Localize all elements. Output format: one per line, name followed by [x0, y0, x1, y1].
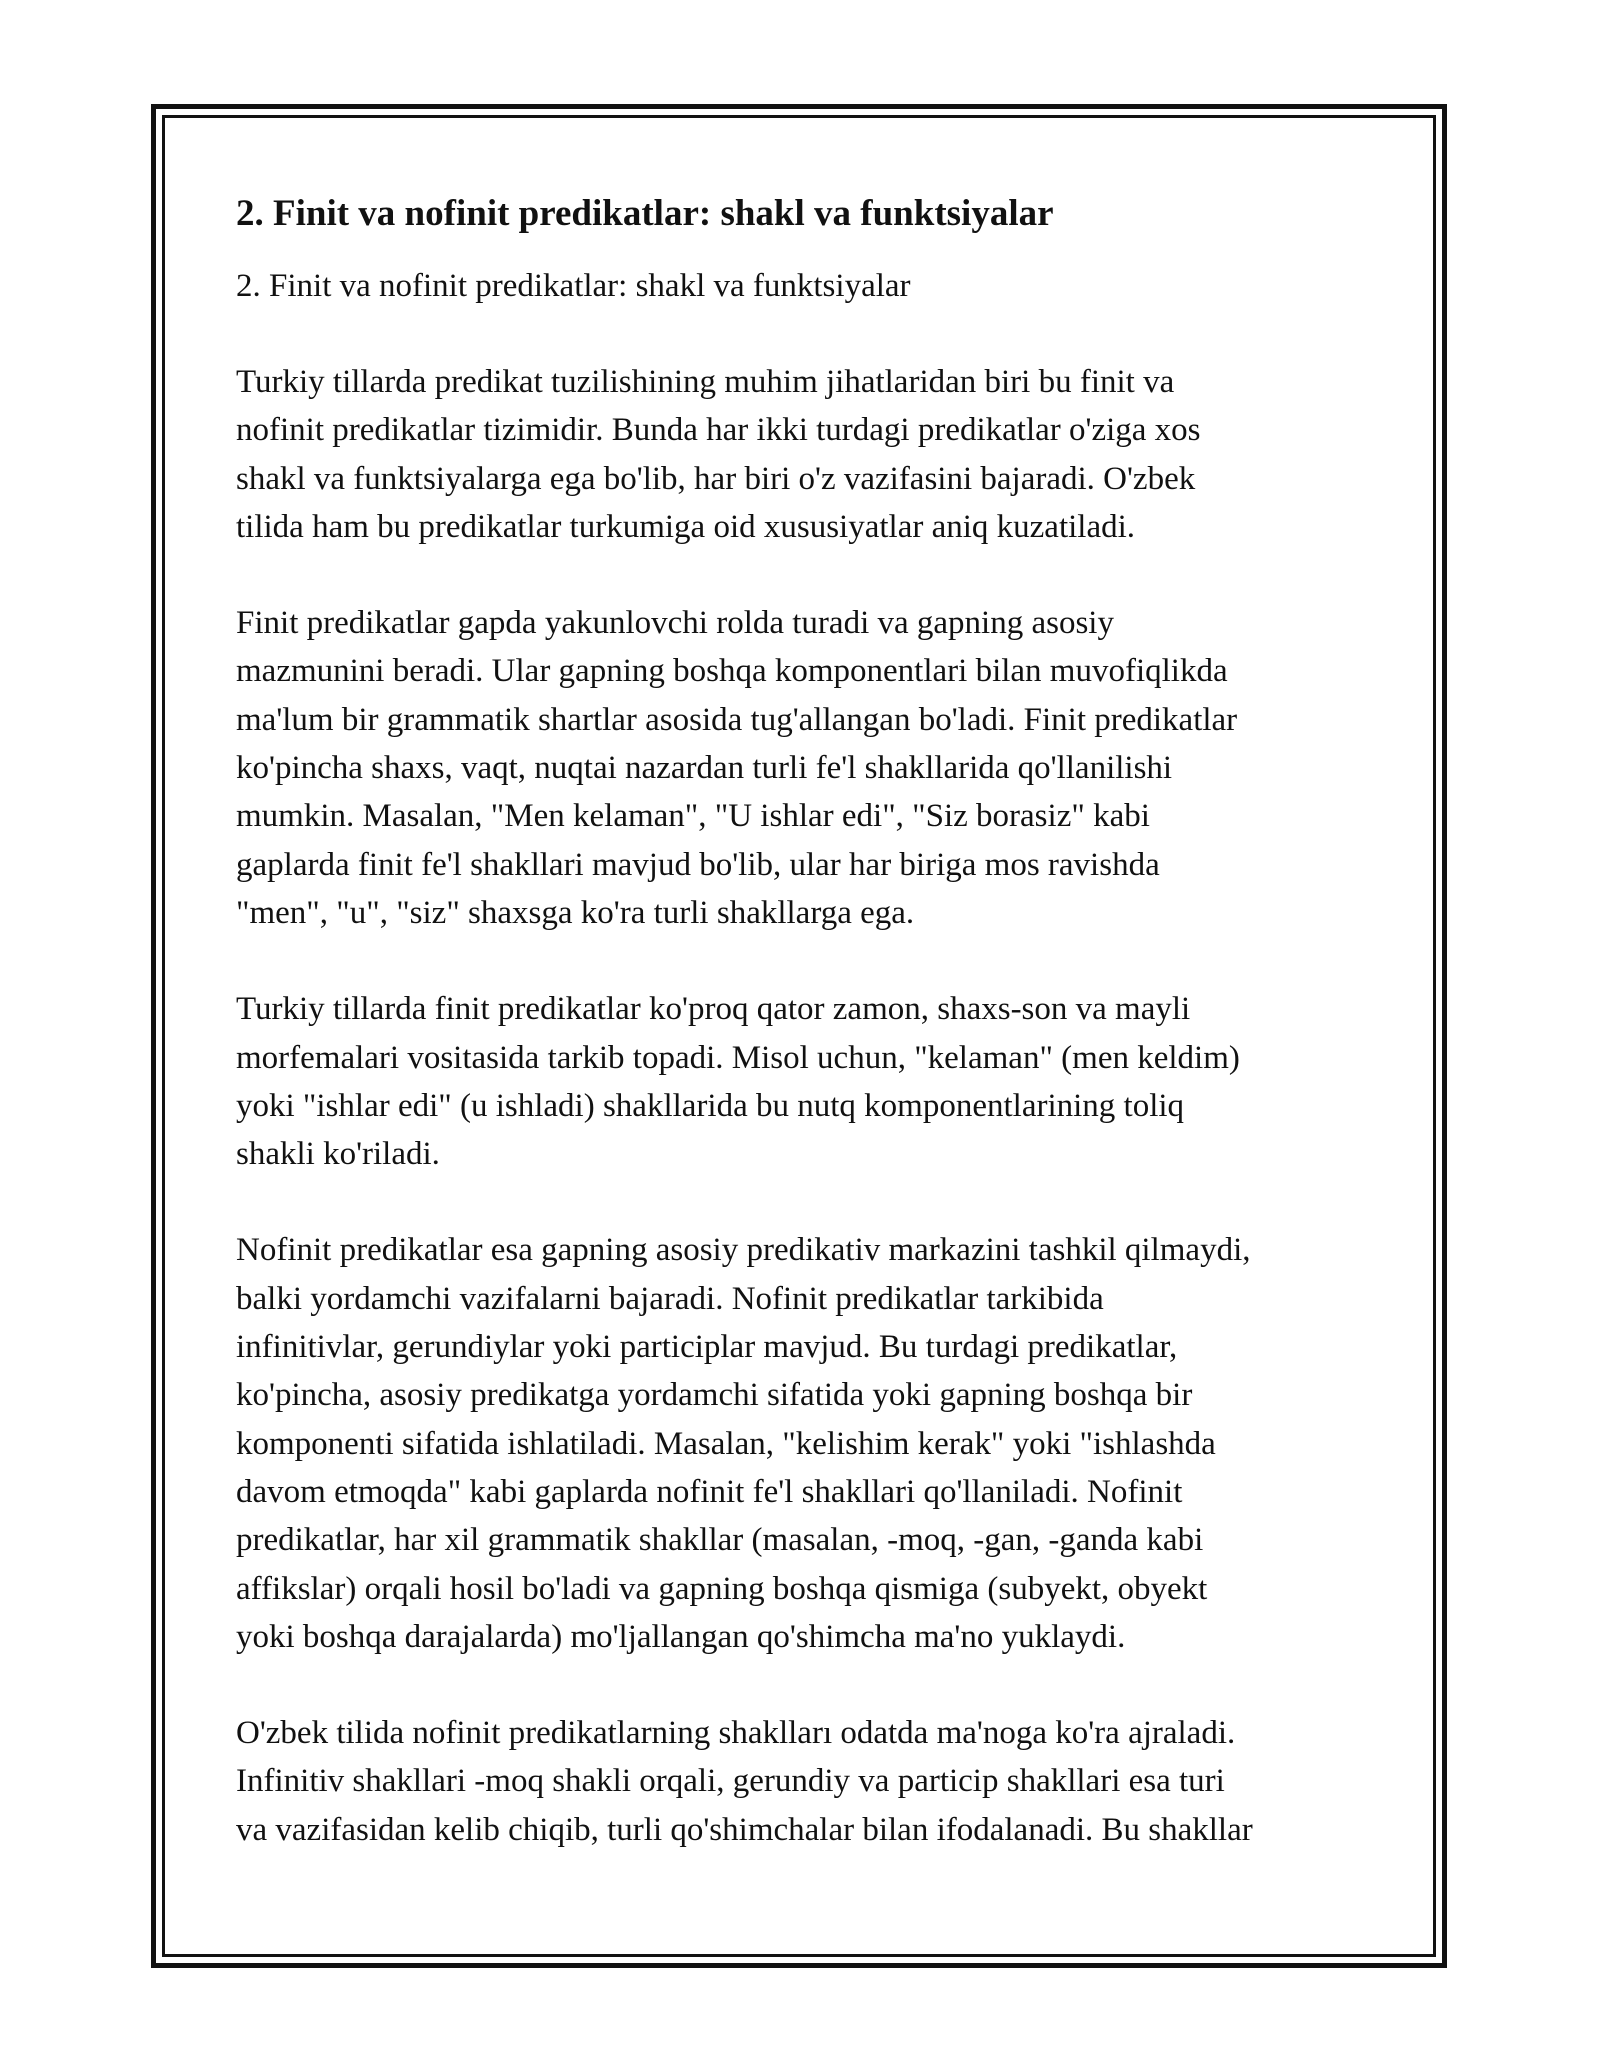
paragraph-line: davom etmoqda" kabi gaplarda nofinit fe'l shakllari qo'llaniladi. Nofinit	[236, 1473, 1183, 1510]
paragraph-line: tilida ham bu predikatlar turkumiga oid xususiyatlar aniq kuzatiladi.	[236, 508, 1136, 545]
paragraph	[236, 1709, 1376, 1854]
paragraph-line: yoki "ishlar edi" (u ishladi) shakllarida bu nutq komponentlarining toliq	[236, 1087, 1185, 1124]
paragraph-line: mazmunini beradi. Ular gapning boshqa komponentlari bilan muvofiqlikda	[236, 653, 1228, 690]
paragraph-line: affikslar) orqali hosil bo'ladi va gapning boshqa qismiga (subyekt, obyekt	[236, 1570, 1208, 1607]
paragraph-line: shakl va funktsiyalarga ega bo'lib, har biri o'z vazifasini bajaradi. O'zbek	[236, 460, 1196, 497]
paragraph-line: infinitivlar, gerundiylar yoki participlar mavjud. Bu turdagi predikatlar,	[236, 1329, 1178, 1366]
paragraph-line: yoki boshqa darajalarda) mo'ljallangan qo'shimcha ma'no yuklaydi.	[236, 1618, 1126, 1655]
paragraph-line: predikatlar, har xil grammatik shakllar (masalan, -moq, -gan, -ganda kabi	[236, 1522, 1204, 1559]
paragraph-list	[236, 358, 1376, 1854]
paragraph-line: ko'pincha shaxs, vaqt, nuqtai nazardan turli fe'l shakllarida qo'llanilishi	[236, 750, 1173, 787]
paragraph-line: "men", "u", "siz" shaxsga ko'ra turli shakllarga ega.	[236, 894, 915, 931]
paragraph-line: va vazifasidan kelib chiqib, turli qo'shimchalar bilan ifodalanadi. Bu shakllar	[236, 1811, 1253, 1848]
paragraph-line: Nofinit predikatlar esa gapning asosiy predikativ markazini tashkil qilmaydi,	[236, 1232, 1251, 1269]
paragraph-line: balki yordamchi vazifalarni bajaradi. Nofinit predikatlar tarkibida	[236, 1280, 1104, 1317]
paragraph	[236, 358, 1376, 551]
paragraph-line: shakli ko'riladi.	[236, 1136, 440, 1173]
document-heading: 2. Finit va nofinit predikatlar: shakl va funktsiyalar	[236, 193, 1054, 234]
paragraph-line: ma'lum bir grammatik shartlar asosida tug'allangan bo'ladi. Finit predikatlar	[236, 701, 1238, 738]
paragraph-line: komponenti sifatida ishlatiladi. Masalan, "kelishim kerak" yoki "ishlashda	[236, 1425, 1216, 1462]
document-body	[236, 186, 1376, 1902]
paragraph-line: Turkiy tillarda finit predikatlar ko'proq qator zamon, shaxs-son va mayli	[236, 991, 1191, 1028]
paragraph-line: morfemalari vositasida tarkib topadi. Misol uchun, "kelaman" (men keldim)	[236, 1039, 1240, 1076]
paragraph-line: O'zbek tilida nofinit predikatlarning shaklları odatda ma'noga ko'ra ajraladi.	[236, 1715, 1236, 1752]
paragraph	[236, 1226, 1376, 1661]
paragraph-line: ko'pincha, asosiy predikatga yordamchi sifatida yoki gapning boshqa bir	[236, 1377, 1193, 1414]
paragraph-line: Finit predikatlar gapda yakunlovchi rolda turadi va gapning asosiy	[236, 605, 1114, 642]
paragraph-line: mumkin. Masalan, "Men kelaman", "U ishlar edi", "Siz borasiz" kabi	[236, 798, 1150, 835]
paragraph-line: nofinit predikatlar tizimidir. Bunda har ikki turdagi predikatlar o'ziga xos	[236, 412, 1201, 449]
paragraph-line: Infinitiv shakllari -moq shakli orqali, gerundiy va particip shakllari esa turi	[236, 1763, 1225, 1800]
document-subheading: 2. Finit va nofinit predikatlar: shakl va funktsiyalar	[236, 268, 911, 304]
paragraph	[236, 599, 1376, 937]
paragraph	[236, 985, 1376, 1178]
paragraph-line: Turkiy tillarda predikat tuzilishining muhim jihatlaridan biri bu finit va	[236, 364, 1175, 400]
paragraph-line: gaplarda finit fe'l shakllari mavjud bo'lib, ular har biriga mos ravishda	[236, 846, 1160, 883]
